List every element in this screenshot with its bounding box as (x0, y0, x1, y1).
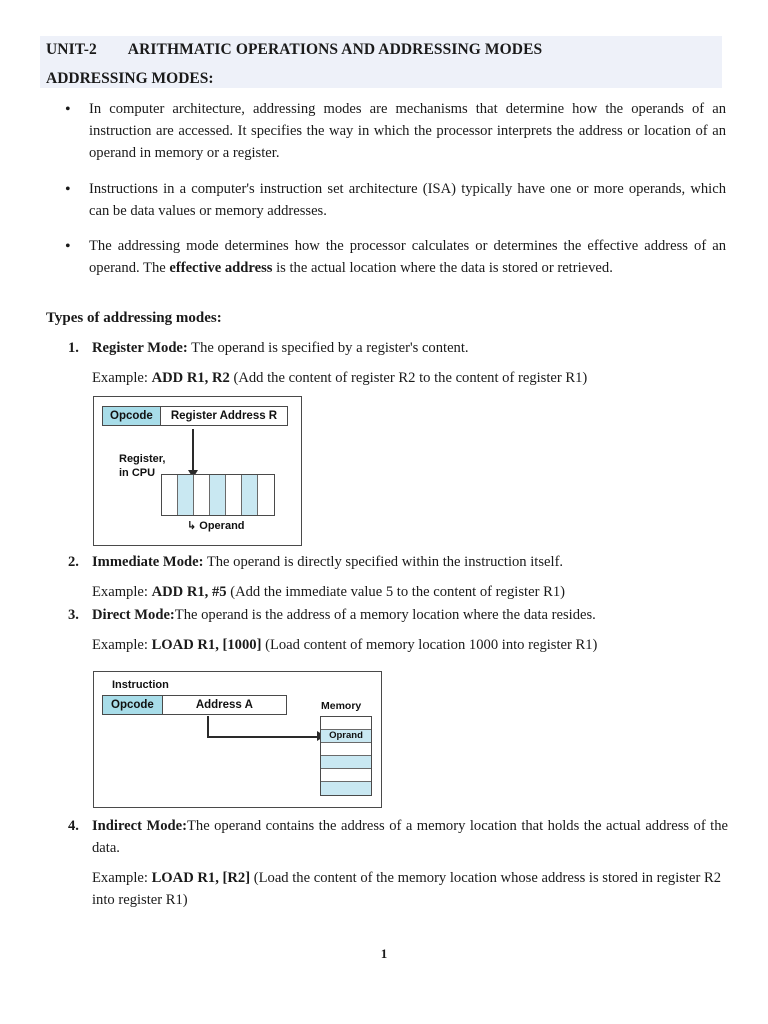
list-item (46, 178, 726, 222)
types-heading: Types of addressing modes: (46, 310, 222, 326)
mode-number: 1. (68, 340, 79, 356)
mode-example (46, 868, 728, 912)
intro-bullet-list (46, 98, 726, 292)
mode-description: The operand is directly specified within the instruction itself. (203, 554, 564, 570)
elbow-arrow-horizontal-icon (207, 736, 317, 738)
example-suffix: (Load content of memory location 1000 into register R1) (261, 636, 598, 653)
memory-row (321, 769, 371, 782)
elbow-arrow-vertical-icon (207, 716, 209, 738)
bullet-text: Instructions in a computer's instruction set architecture (ISA) typically have one or more operands, which can be data values or memory addresses. (89, 180, 726, 219)
mode-description: The operand is the address of a memory location where the data resides. (174, 607, 596, 623)
mode-name: Direct Mode: (92, 607, 175, 623)
opcode-field: Opcode (103, 696, 163, 714)
register-cell (242, 475, 258, 515)
mode-number: 2. (68, 554, 79, 570)
memory-row (321, 782, 371, 795)
mode-entry-register (46, 338, 728, 390)
mode-name: Register Mode: (92, 340, 188, 356)
example-suffix: (Add the immediate value 5 to the content of register R1) (226, 583, 565, 600)
diagram-register-mode (93, 396, 302, 546)
example-code: LOAD R1, [R2] (151, 869, 251, 886)
memory-caption: Memory (321, 700, 362, 712)
bullet-icon: • (65, 101, 71, 118)
register-cells (161, 474, 275, 516)
mode-description: The operand contains the address of a memory location that holds the actual address of the data. (92, 818, 728, 856)
memory-row (321, 756, 371, 769)
section-title: ADDRESSING MODES: (46, 70, 214, 87)
down-arrow-icon (192, 429, 194, 471)
bullet-text-before: The addressing mode determines how the processor calculates or determines the effective address of an operand. The (89, 237, 726, 277)
register-caption-line1: Register, (119, 453, 166, 465)
instruction-caption: Instruction (112, 679, 169, 691)
mode-number: 4. (68, 818, 79, 834)
register-caption-line2: in CPU (119, 466, 156, 479)
mode-line (46, 605, 728, 627)
mode-line (46, 338, 728, 360)
memory-row (321, 743, 371, 756)
example-code: LOAD R1, [1000] (151, 636, 262, 653)
register-cell (194, 475, 210, 515)
example-prefix: Example: (92, 869, 152, 886)
register-address-field: Register Address R (161, 407, 287, 425)
bullet-icon: • (65, 237, 71, 255)
memory-row-operand: Oprand (321, 730, 371, 743)
example-code: ADD R1, R2 (151, 369, 230, 386)
mode-description: The operand is specified by a register's content. (187, 340, 469, 356)
opcode-field: Opcode (103, 407, 161, 425)
example-code: ADD R1, #5 (151, 583, 227, 600)
diagram-direct-mode (93, 671, 382, 808)
bullet-text: In computer architecture, addressing modes are mechanisms that determine how the operands of an instruction are accessed. It specifies the way in which the processor interprets the address or location of an operand in memory or a register. (89, 101, 726, 162)
mode-name: Indirect Mode: (92, 818, 187, 834)
mode-entry-immediate (46, 552, 728, 604)
example-suffix: (Add the content of register R2 to the content of register R1) (229, 369, 588, 386)
instruction-word (102, 695, 287, 715)
bullet-icon: • (65, 180, 71, 198)
mode-line (46, 816, 728, 860)
register-cell (210, 475, 226, 515)
memory-cells (320, 716, 372, 796)
page-title: UNIT-2 ARITHMATIC OPERATIONS AND ADDRESSING MODES (46, 41, 543, 58)
address-field: Address A (163, 696, 286, 714)
mode-example (46, 368, 728, 390)
mode-entry-indirect (46, 816, 728, 912)
mode-example (46, 582, 728, 604)
mode-name: Immediate Mode: (92, 554, 204, 570)
memory-row (321, 717, 371, 730)
mode-line (46, 552, 728, 574)
mode-example (46, 635, 728, 657)
example-prefix: Example: (92, 369, 152, 386)
instruction-word (102, 406, 288, 426)
example-prefix: Example: (92, 636, 152, 653)
register-cell (226, 475, 242, 515)
operand-caption: ↳ Operand (187, 520, 245, 532)
register-cell (162, 475, 178, 515)
bullet-text-after: is the actual location where the data is stored or retrieved. (272, 260, 613, 277)
register-cell (178, 475, 194, 515)
bullet-text-emphasis: effective address (169, 260, 273, 277)
list-item (46, 235, 726, 279)
register-caption (119, 453, 165, 481)
page-number: 1 (380, 946, 388, 961)
mode-number: 3. (68, 607, 79, 623)
example-prefix: Example: (92, 583, 152, 600)
list-item (46, 98, 726, 165)
example-suffix: (Load the content of the memory location whose address is stored in register R2 into register R1) (92, 869, 722, 908)
register-cell (258, 475, 274, 515)
mode-entry-direct (46, 605, 728, 657)
